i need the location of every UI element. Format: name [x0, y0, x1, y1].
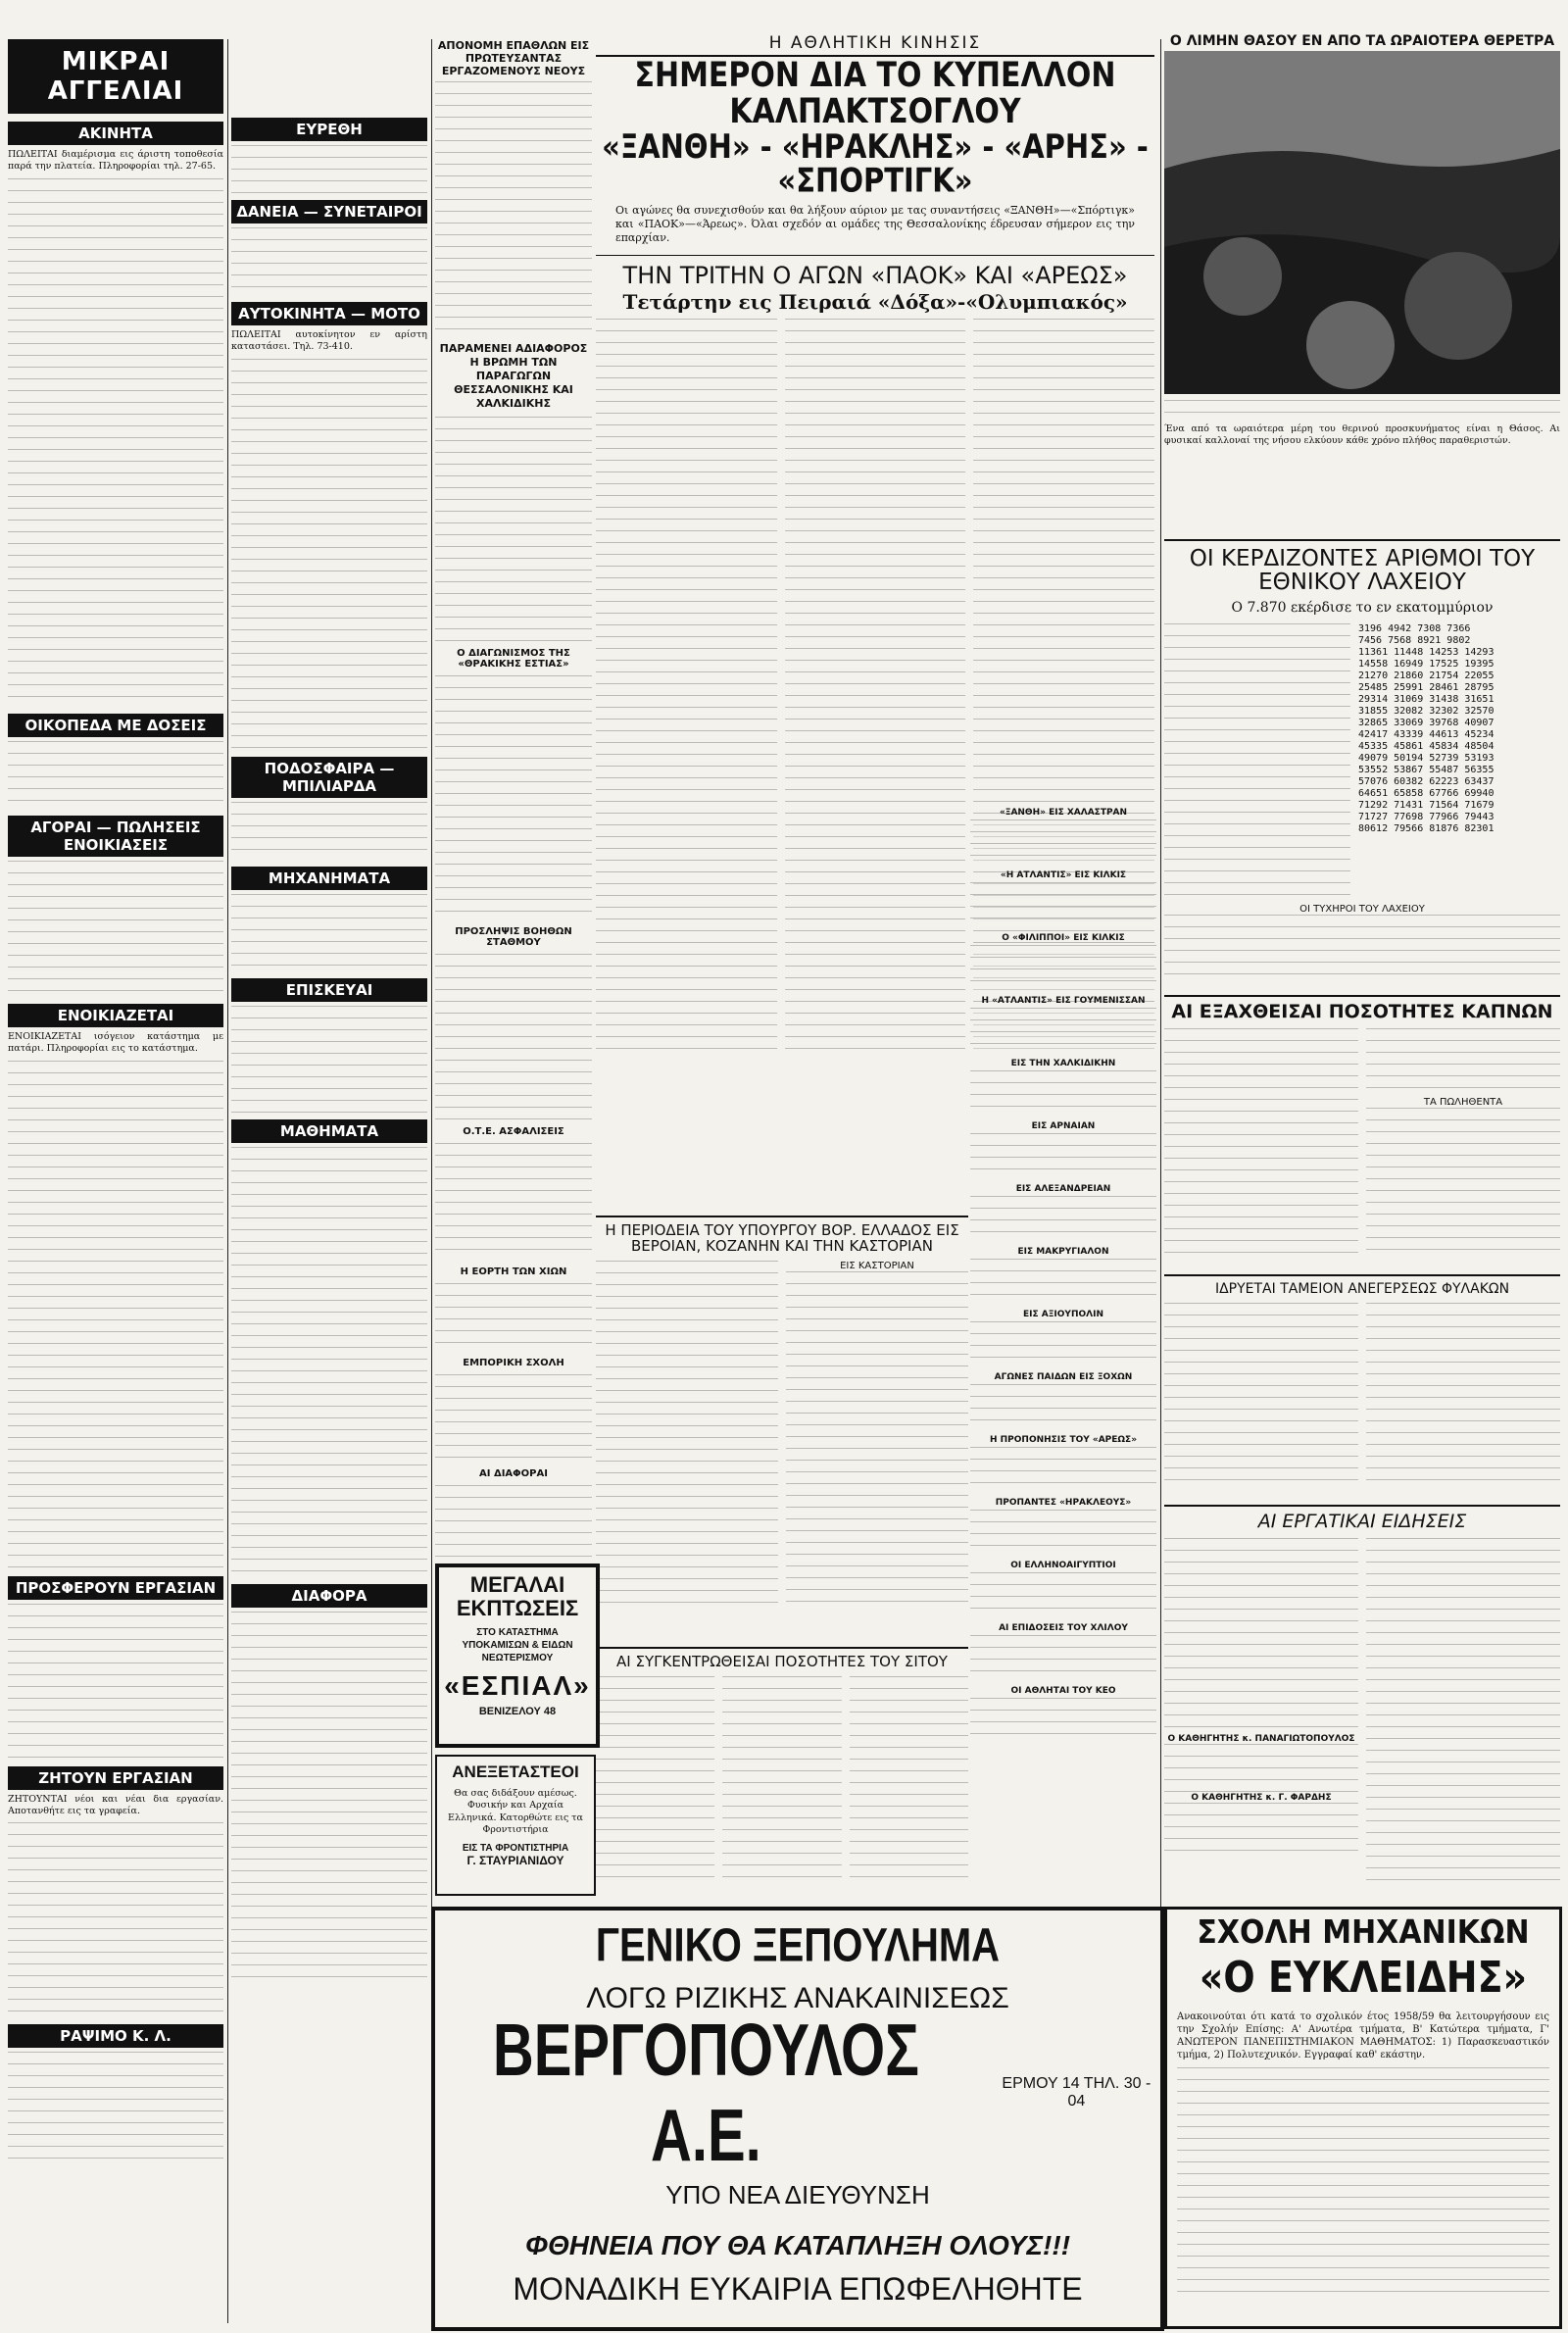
article-heading: ΕΜΠΟΡΙΚΗ ΣΧΟΛΗ: [463, 1358, 564, 1368]
text-block: [970, 1070, 1156, 1117]
ad-line: ΛΟΓΩ ΡΙΖΙΚΗΣ ΑΝΑΚΑΙΝΙΣΕΩΣ: [586, 1982, 1009, 2014]
text-block: [8, 861, 223, 998]
school-title: ΣΧΟΛΗ ΜΗΧΑΝΙΚΩΝ: [1197, 1913, 1530, 1952]
sports-lede: Οι αγώνες θα συνεχισθούν και θα λήξουν αύριον με τας συναντήσεις «ΞΑΝΘΗ»—«Σπόρτιγκ» και «ΠΑΟΚ»—«Άρεως». Όλαι σχεδόν αι ομάδες της Θεσσαλονίκης έδρευσαν σήμερον εις την επαρχίαν.: [615, 203, 1135, 244]
section-heading: ΡΑΨΙΜΟ Κ. Λ.: [8, 2024, 223, 2048]
ad-line: «ΕΣΠΙΑΛ»: [444, 1670, 591, 1701]
ad-line: ΒΕΝΙΖΕΛΟΥ 48: [478, 1706, 557, 1717]
brief-heading: ΑΓΩΝΕΣ ΠΑΙΔΩΝ ΕΙΣ ΞΟΧΩΝ: [994, 1372, 1133, 1382]
lottery-number-row: 57076 60382 62223 63437: [1358, 776, 1494, 788]
sports-briefs-column: [970, 804, 1156, 1892]
text-block: [8, 741, 223, 810]
text-block: [970, 1384, 1156, 1431]
text-block: [1164, 1803, 1358, 1852]
column-rule: [1160, 39, 1161, 1941]
classified-ad: ΠΩΛΕΙΤΑΙ διαμέρισμα εις άριστη τοποθεσία παρά την πλατεία. Πληροφορίαι τηλ. 27-65.: [8, 149, 223, 173]
article-heading: Ο.Τ.Ε. ΑΣΦΑΛΙΣΕΙΣ: [463, 1126, 564, 1137]
section-heading: ΑΥΤΟΚΙΝΗΤΑ — ΜΟΤΟ: [231, 302, 427, 325]
lottery-number-row: 11361 11448 14253 14293: [1358, 647, 1494, 659]
text-block: [1366, 1303, 1560, 1489]
tutoring-ad: [435, 1755, 596, 1896]
text-block: [970, 1133, 1156, 1180]
text-block: [435, 417, 592, 642]
text-block: [231, 227, 427, 296]
lottery-number-row: 42417 43339 44613 45234: [1358, 729, 1494, 741]
section-heading: ΠΡΟΣΦΕΡΟΥΝ ΕΡΓΑΣΙΑΝ: [8, 1576, 223, 1600]
sports-headline-4: Τετάρτην εις Πειραιά «Δόξα»-«Ολυμπιακός»: [622, 290, 1128, 315]
lottery-numbers: [1358, 623, 1560, 898]
text-block: [231, 1006, 427, 1114]
labour-article: [1164, 1505, 1560, 1897]
section-heading: ΔΙΑΦΟΡΑ: [231, 1584, 427, 1608]
text-block: [1177, 2067, 1549, 2293]
text-block: [1164, 1028, 1358, 1254]
brief-heading: ΠΡΟΠΑΝΤΕΣ «ΗΡΑΚΛΕΟΥΣ»: [995, 1498, 1132, 1508]
text-block: [970, 1698, 1156, 1745]
brief-heading: ΟΙ ΕΛΛΗΝΟΑΙΓΥΠΤΙΟΙ: [1010, 1561, 1116, 1570]
column-rule: [431, 39, 432, 1941]
text-block: [8, 1604, 223, 1761]
text-block: [1164, 1538, 1358, 1734]
sports-briefs: [970, 808, 1156, 1745]
classifieds-column-left: [8, 39, 223, 2323]
tobacco-article: [1164, 995, 1560, 1269]
article-subheading: Ο ΚΑΘΗΓΗΤΗΣ κ. Γ. ΦΑΡΔΗΣ: [1191, 1792, 1332, 1803]
text-block: [1366, 1028, 1560, 1097]
text-block: [596, 1261, 778, 1613]
section-heading: ΟΙΚΟΠΕΔΑ ΜΕ ΔΟΣΕΙΣ: [8, 714, 223, 737]
lottery-subhead: Ο 7.870 εκέρδισε το εν εκατομμύριον: [1231, 600, 1494, 617]
text-block: [435, 1143, 592, 1261]
ad-line: ΒΕΡΓΟΠΟΥΛΟΣ Α.Ε.: [492, 2009, 919, 2177]
espial-ad: [435, 1564, 600, 1748]
text-block: [231, 1612, 427, 1984]
lottery-headline: ΟΙ ΚΕΡΔΙΖΟΝΤΕΣ ΑΡΙΘΜΟΙ ΤΟΥ ΕΘΝΙΚΟΥ ΛΑΧΕΙΟΥ: [1189, 546, 1536, 596]
text-block: [435, 1374, 592, 1463]
text-block: [435, 675, 592, 920]
brief-heading: ΕΙΣ ΑΛΕΞΑΝΔΡΕΙΑΝ: [1015, 1184, 1111, 1194]
lottery-number-row: 3196 4942 7308 7366: [1358, 623, 1471, 635]
text-block: [970, 945, 1156, 992]
text-block: [8, 178, 223, 708]
ad-line: ΕΡΜΟΥ 14 ΤΗΛ. 30 - 04: [1002, 2075, 1152, 2110]
lottery-number-row: 80612 79566 81876 82301: [1358, 823, 1494, 835]
photo-caption-top: Ο ΛΙΜΗΝ ΘΑΣΟΥ ΕΝ ΑΠΟ ΤΑ ΩΡΑΙΟΤΕΡΑ ΘΕΡΕΤΡΑ: [1169, 33, 1555, 49]
lottery-number-row: 21270 21860 21754 22055: [1358, 670, 1494, 682]
text-block: [596, 319, 777, 1053]
section-heading: ΕΥΡΕΘΗ: [231, 118, 427, 141]
text-block: [231, 145, 427, 194]
classifieds-column-right: [231, 39, 427, 2323]
lottery-number-row: 71727 77698 77966 79443: [1358, 812, 1494, 823]
guards-article: [1164, 1274, 1560, 1500]
text-block: [1366, 1108, 1560, 1255]
section-heading: ΠΟΔΟΣΦΑΙΡΑ — ΜΠΙΛΙΑΡΔΑ: [231, 757, 427, 798]
lottery-number-row: 14558 16949 17525 19395: [1358, 659, 1494, 670]
article-subheading: Ο ΚΑΘΗΓΗΤΗΣ κ. ΠΑΝΑΓΙΩΤΟΠΟΥΛΟΣ: [1167, 1733, 1355, 1744]
text-block: [1164, 623, 1350, 898]
lottery-number-row: 53552 53867 55487 56355: [1358, 765, 1494, 776]
article-heading: ΠΑΡΑΜΕΝΕΙ ΑΔΙΑΦΟΡΟΣ Η ΒΡΩΜΗ ΤΩΝ ΠΑΡΑΓΩΓΩΝ ΘΕΣΣΑΛΟΝΙΚΗΣ ΚΑΙ ΧΑΛΚΙΔΙΚΗΣ: [439, 342, 588, 410]
text-block: [970, 1196, 1156, 1243]
brief-heading: ΕΙΣ ΤΗΝ ΧΑΛΚΙΔΙΚΗΝ: [1010, 1059, 1116, 1068]
brief-heading: ΕΙΣ ΜΑΚΡΥΓΙΑΛΟΝ: [1017, 1247, 1109, 1257]
article-heading: ΠΡΟΣΛΗΨΙΣ ΒΟΗΘΩΝ ΣΤΑΘΜΟΥ: [455, 926, 572, 948]
lottery-number-row: 64651 65858 67766 69940: [1358, 788, 1494, 800]
section-heading: ΖΗΤΟΥΝ ΕΡΓΑΣΙΑΝ: [8, 1766, 223, 1790]
text-block: [435, 81, 592, 336]
text-block: [8, 2052, 223, 2169]
section-heading: ΔΑΝΕΙΑ — ΣΥΝΕΤΑΙΡΟΙ: [231, 200, 427, 223]
text-block: [1164, 915, 1560, 980]
ad-line: ΓΕΝΙΚΟ ΞΕΠΟΥΛΗΜΑ: [595, 1919, 1001, 1972]
text-block: [785, 319, 966, 1053]
classifieds-title: ΜΙΚΡΑΙ ΑΓΓΕΛΙΑΙ: [8, 39, 223, 114]
sports-kicker: Η ΑΘΛΗΤΙΚΗ ΚΙΝΗΣΙΣ: [768, 33, 982, 53]
text-block: [1164, 1744, 1358, 1793]
euklidis-school-ad: [1164, 1907, 1562, 2329]
school-name: «Ο ΕΥΚΛΕΙΔΗΣ»: [1199, 1952, 1528, 2002]
guards-headline: ΙΔΡΥΕΤΑΙ ΤΑΜΕΙΟΝ ΑΝΕΓΕΡΣΕΩΣ ΦΥΛΑΚΩΝ: [1214, 1281, 1510, 1297]
article-heading: Ο ΔΙΑΓΩΝΙΣΜΟΣ ΤΗΣ «ΘΡΑΚΙΚΗΣ ΕΣΤΙΑΣ»: [457, 648, 570, 670]
article-heading: ΑΠΟΝΟΜΗ ΕΠΑΘΛΩΝ ΕΙΣ ΠΡΩΤΕΥΣΑΝΤΑΣ ΕΡΓΑΖΟΜΕΝΟΥΣ ΝΕΟΥΣ: [437, 39, 590, 77]
text-block: [970, 1259, 1156, 1306]
brief-heading: ΕΙΣ ΑΡΝΑΙΑΝ: [1031, 1121, 1096, 1131]
brief-heading: ΑΙ ΕΠΙΔΟΣΕΙΣ ΤΟΥ ΧΛΙΛΟΥ: [999, 1623, 1128, 1633]
text-block: [231, 802, 427, 861]
text-block: [970, 1510, 1156, 1557]
section-heading: ΜΗΧΑΝΗΜΑΤΑ: [231, 867, 427, 890]
lottery-article: [1164, 539, 1560, 980]
article-heading: ΑΙ ΔΙΑΦΟΡΑΙ: [479, 1468, 548, 1479]
wheat-article: [596, 1647, 968, 1892]
section-heading: ΑΚΙΝΗΤΑ: [8, 122, 223, 145]
ad-line: Γ. ΣΤΑΥΡΙΑΝΙΔΟΥ: [466, 1853, 564, 1867]
brief-heading: «Η ΑΤΛΑΝΤΙΣ» ΕΙΣ ΚΙΛΚΙΣ: [1000, 870, 1127, 880]
section-heading: ΕΝΟΙΚΙΑΖΕΤΑΙ: [8, 1004, 223, 1027]
lottery-number-row: 32865 33069 39768 40907: [1358, 718, 1494, 729]
lottery-subsection: ΟΙ ΤΥΧΗΡΟΙ ΤΟΥ ΛΑΧΕΙΟΥ: [1299, 904, 1425, 916]
brief-heading: ΕΙΣ ΑΞΙΟΥΠΟΛΙΝ: [1023, 1310, 1103, 1319]
ad-line: Θα σας διδάξουν αμέσως. Φυσικήν και Αρχαία Ελληνικά. Κατορθώτε εις τα Φροντιστήρια: [448, 1788, 583, 1836]
section-heading: ΑΓΟΡΑΙ — ΠΩΛΗΣΕΙΣ ΕΝΟΙΚΙΑΣΕΙΣ: [8, 816, 223, 857]
classified-ad: ΖΗΤΟΥΝΤΑΙ νέοι και νέαι δια εργασίαν. Αποτανθήτε εις τα γραφεία.: [8, 1793, 223, 1817]
classified-ad: ΕΝΟΙΚΙΑΖΕΤΑΙ ισόγειον κατάστημα με πατάρι. Πληροφορίαι εις το κατάστημα.: [8, 1030, 223, 1055]
text-block: [970, 1635, 1156, 1682]
article-subheading: ΤΑ ΠΩΛΗΘΕΝΤΑ: [1423, 1096, 1503, 1108]
lottery-number-row: 31855 32082 32302 32570: [1358, 706, 1494, 718]
text-block: [786, 1271, 968, 1605]
lottery-number-row: 29314 31069 31438 31651: [1358, 694, 1494, 706]
brief-heading: Η «ΑΤΛΑΝΤΙΣ» ΕΙΣ ΓΟΥΜΕΝΙΣΣΑΝ: [981, 996, 1146, 1006]
ad-line: ΣΤΟ ΚΑΤΑΣΤΗΜΑ ΥΠΟΚΑΜΙΣΩΝ & ΕΙΔΩΝ ΝΕΩΤΕΡΙΣΜΟΥ: [462, 1627, 573, 1663]
article-heading: Η ΕΟΡΤΗ ΤΩΝ ΧΙΩΝ: [460, 1266, 567, 1277]
text-block: [435, 954, 592, 1120]
text-block: [970, 1321, 1156, 1368]
ad-line: ΑΝΕΞΕΤΑΣΤΕΟΙ: [452, 1762, 579, 1781]
harbor-photo: [1164, 51, 1560, 394]
photo-block: [1164, 33, 1560, 504]
text-block: [1164, 400, 1560, 420]
text-block: [231, 894, 427, 972]
text-block: [231, 359, 427, 751]
ad-line: ΦΘΗΝΕΙΑ ΠΟΥ ΘΑ ΚΑΤΑΠΛΗΞΗ ΟΛΟΥΣ!!!: [524, 2230, 1071, 2260]
tobacco-headline: ΑΙ ΕΞΑΧΘΕΙΣΑΙ ΠΟΣΟΤΗΤΕΣ ΚΑΠΝΩΝ: [1171, 1001, 1553, 1022]
text-block: [970, 1447, 1156, 1494]
text-block: [231, 1147, 427, 1578]
sports-headline-2: «ΞΑΝΘΗ» - «ΗΡΑΚΛΗΣ» - «ΑΡΗΣ» - «ΣΠΟΡΤΙΓΚ»: [602, 127, 1149, 201]
text-block: [722, 1676, 841, 1882]
brief-heading: ΟΙ ΑΘΛΗΤΑΙ ΤΟΥ ΚΕΟ: [1010, 1686, 1116, 1696]
ad-line: ΜΕΓΑΛΑΙ ΕΚΠΤΩΣΕΙΣ: [456, 1572, 579, 1620]
text-block: [435, 1283, 592, 1352]
text-block: [970, 1008, 1156, 1055]
section-heading: ΜΑΘΗΜΑΤΑ: [231, 1119, 427, 1143]
photo-caption-body: Ένα από τα ωραιότερα μέρη του θερινού προσκυνήματος είναι η Θάσος. Αι φυσικαί καλλοναί της νήσου ελκύουν κάθε χρόνο πλήθος παραθεριστών.: [1164, 423, 1560, 447]
school-body: Ανακοινούται ότι κατά το σχολικόν έτος 1958/59 θα λειτουργήσουν εις την Σχολήν Επίσης: Α' Ανωτέρα τμήματα, Β' Κατώτερα τμήματα, Γ' ΑΝΩΤΕΡΟΝ ΠΑΝΕΠΙΣΤΗΜΙΑΚΟΝ ΜΑΘΗΜΑΤΟΣ: 1) Παρασκευαστικόν τμήμα, 2) Πολυτεχνικόν. Εγγραφαί καθ' εκάστην.: [1177, 2011, 1549, 2061]
ad-line: ΜΟΝΑΔΙΚΗ ΕΥΚΑΙΡΙΑ ΕΠΩΦΕΛΗΘΗΤΕ: [513, 2271, 1083, 2307]
brief-heading: «ΞΑΝΘΗ» ΕΙΣ ΧΑΛΑΣΤΡΑΝ: [999, 808, 1128, 818]
minister-headline: Η ΠΕΡΙΟΔΕΙΑ ΤΟΥ ΥΠΟΥΡΓΟΥ ΒΟΡ. ΕΛΛΑΔΟΣ ΕΙΣ ΒΕΡΟΙΑΝ, ΚΟΖΑΝΗΝ ΚΑΙ ΤΗΝ ΚΑΣΤΟΡΙΑΝ: [605, 1221, 959, 1255]
ad-line: ΥΠΟ ΝΕΑ ΔΙΕΥΘΥΝΣΗ: [665, 2180, 930, 2209]
sports-headline-1: ΣΗΜΕΡΟΝ ΔΙΑ ΤΟ ΚΥΠΕΛΛΟΝ ΚΑΛΠΑΚΤΣΟΓΛΟΥ: [634, 55, 1116, 131]
wheat-headline: ΑΙ ΣΥΓΚΕΝΤΡΩΘΕΙΣΑΙ ΠΟΣΟΤΗΤΕΣ ΤΟΥ ΣΙΤΟΥ: [616, 1653, 948, 1670]
text-block: [596, 1676, 714, 1882]
labour-headline: ΑΙ ΕΡΓΑΤΙΚΑΙ ΕΙΔΗΣΕΙΣ: [1257, 1511, 1467, 1532]
text-block: [1366, 1538, 1560, 1881]
vergopoulos-sale-ad: [431, 1907, 1164, 2331]
brief-heading: Η ΠΡΟΠΟΝΗΣΙΣ ΤΟΥ «ΑΡΕΩΣ»: [989, 1435, 1138, 1445]
minister-article: [596, 1216, 968, 1627]
section-heading: ΕΠΙΣΚΕΥΑΙ: [231, 978, 427, 1002]
lottery-number-row: 7456 7568 8921 9802: [1358, 635, 1471, 647]
text-block: [8, 1061, 223, 1570]
article-subheading: ΕΙΣ ΚΑΣΤΟΡΙΑΝ: [840, 1260, 914, 1271]
text-block: [1164, 1303, 1358, 1489]
column-rule: [227, 39, 228, 2323]
text-block: [970, 882, 1156, 929]
brief-heading: Ο «ΦΙΛΙΠΠΟΙ» ΕΙΣ ΚΙΛΚΙΣ: [1002, 933, 1125, 943]
text-block: [850, 1676, 968, 1882]
lottery-number-row: 49079 50194 52739 53193: [1358, 753, 1494, 765]
text-block: [970, 819, 1156, 867]
text-block: [8, 1822, 223, 2018]
ad-line: ΕΙΣ ΤΑ ΦΡΟΝΤΙΣΤΗΡΙΑ: [462, 1842, 569, 1854]
lottery-number-row: 45335 45861 45834 48504: [1358, 741, 1494, 753]
lottery-number-row: 25485 25991 28461 28795: [1358, 682, 1494, 694]
lottery-number-row: 71292 71431 71564 71679: [1358, 800, 1494, 812]
classified-ad: ΠΩΛΕΙΤΑΙ αυτοκίνητον εν αρίστη καταστάσει. Τηλ. 73-410.: [231, 329, 427, 353]
sports-headline-3: ΤΗΝ ΤΡΙΤΗΝ Ο ΑΓΩΝ «ΠΑΟΚ» ΚΑΙ «ΑΡΕΩΣ»: [622, 261, 1128, 289]
text-block: [970, 1572, 1156, 1619]
